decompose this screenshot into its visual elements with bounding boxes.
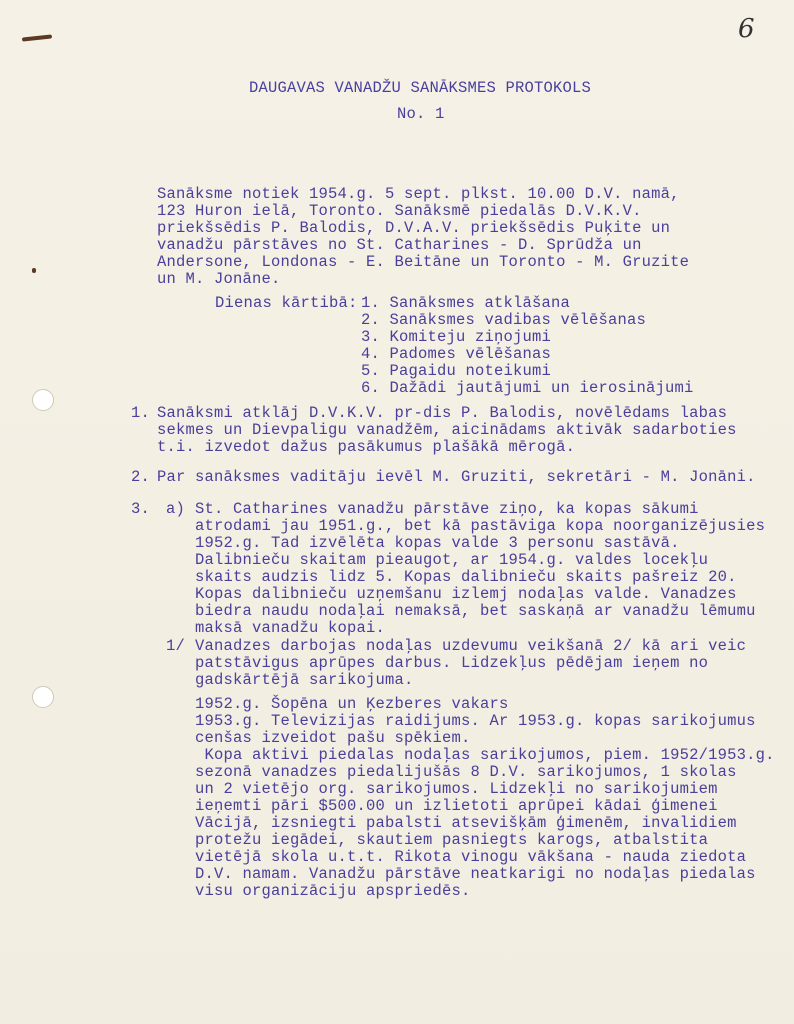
section-line: protežu iegādei, skautiem pasniegts karogs, atbalstita (195, 831, 709, 849)
agenda-label: Dienas kārtibā: (215, 294, 358, 312)
agenda-item: 1. Sanāksmes atklāšana (361, 294, 571, 312)
section-line: t.i. izvedot dažus pasākumus plašākā mērogā. (157, 438, 576, 456)
section-number: 2. (131, 468, 151, 486)
section-line: 1953.g. Televizijas raidijums. Ar 1953.g. kopas sarikojumus (195, 712, 756, 730)
punch-hole-top (32, 389, 54, 411)
document-title: DAUGAVAS VANADŽU SANĀKSMES PROTOKOLS (249, 79, 592, 97)
section-line: skaits audzis lidz 5. Kopas dalibnieču skaits pašreiz 20. (195, 568, 737, 586)
intro-line: priekšsēdis P. Balodis, D.V.A.V. priekšsēdis Puķite un (157, 219, 671, 237)
agenda-item: 5. Pagaidu noteikumi (361, 362, 552, 380)
section-line: sekmes un Dievpaligu vanadžēm, aicinādams aktivāk sadarboties (157, 421, 737, 439)
section-line: atrodami jau 1951.g., bet kā pastāviga kopa noorganizējusies (195, 517, 766, 535)
section-line: vietējā skola u.t.t. Rikota vinogu vākšana - nauda ziedota (195, 848, 747, 866)
section-line: ieņemti pāri $500.00 un izlietoti aprūpei kādai ģimenei (195, 797, 718, 815)
section-number: 3. (131, 500, 151, 518)
section-line: un 2 vietējo org. sarikojumos. Lidzekļi no sarikojumiem (195, 780, 718, 798)
section-line: Dalibnieču skaitam pieaugot, ar 1954.g. valdes locekļu (195, 551, 709, 569)
section-line: Vanadzes darbojas nodaļas uzdevumu veikšanā 2/ kā ari veic (195, 637, 747, 655)
intro-line: un M. Jonāne. (157, 270, 281, 288)
intro-line: 123 Huron ielā, Toronto. Sanāksmē piedalās D.V.K.V. (157, 202, 642, 220)
section-line: sezonā vanadzes piedalijušās 8 D.V. sarikojumos, 1 skolas (195, 763, 737, 781)
section-line: D.V. namam. Vanadžu pārstāve neatkarigi no nodaļas piedalas (195, 865, 756, 883)
section-line: Kopa aktivi piedalas nodaļas sarikojumos, piem. 1952/1953.g. (195, 746, 775, 764)
section-line: gadskārtējā sarikojuma. (195, 671, 414, 689)
agenda-item: 6. Dažādi jautājumi un ierosinājumi (361, 379, 694, 397)
intro-line: vanadžu pārstāves no St. Catharines - D. Sprūdža un (157, 236, 642, 254)
document-number: No. 1 (397, 105, 445, 123)
ink-mark (22, 34, 52, 41)
agenda-item: 4. Padomes vēlēšanas (361, 345, 552, 363)
section-line: patstāvigus aprūpes darbus. Lidzekļus pēdējam ieņem no (195, 654, 709, 672)
section-line: maksā vanadžu kopai. (195, 619, 386, 637)
intro-line: Andersone, Londonas - E. Beitāne un Toronto - M. Gruzite (157, 253, 690, 271)
item-number: 1/ (166, 637, 186, 655)
section-line: Kopas dalibnieču uzņemšanu izlemj nodaļas valde. Vanadzes (195, 585, 737, 603)
section-line: 1952.g. Šopēna un Ķezberes vakars (195, 695, 509, 713)
page-number: 6 (738, 14, 755, 44)
agenda-item: 3. Komiteju ziņojumi (361, 328, 552, 346)
section-number: 1. (131, 404, 151, 422)
section-line: 1952.g. Tad izvēlēta kopas valde 3 personu sastāvā. (195, 534, 680, 552)
ink-dot (32, 268, 36, 273)
intro-line: Sanāksme notiek 1954.g. 5 sept. plkst. 10.00 D.V. namā, (157, 185, 680, 203)
section-line: Par sanāksmes vaditāju ievēl M. Gruziti, sekretāri - M. Jonāni. (157, 468, 756, 486)
punch-hole-bottom (32, 686, 54, 708)
section-line: visu organizāciju apspriedēs. (195, 882, 471, 900)
section-line: Sanāksmi atklāj D.V.K.V. pr-dis P. Balodis, novēlēdams labas (157, 404, 728, 422)
agenda-item: 2. Sanāksmes vadibas vēlēšanas (361, 311, 647, 329)
section-line: Vācijā, izsniegti pabalsti atsevišķām ģimenēm, invalidiem (195, 814, 737, 832)
subsection-label: a) (166, 500, 186, 518)
section-line: cenšas izveidot pašu spēkiem. (195, 729, 471, 747)
section-line: biedra naudu nodaļai nemaksā, bet saskaņā ar vanadžu lēmumu (195, 602, 756, 620)
section-line: St. Catharines vanadžu pārstāve ziņo, ka kopas sākumi (195, 500, 699, 518)
